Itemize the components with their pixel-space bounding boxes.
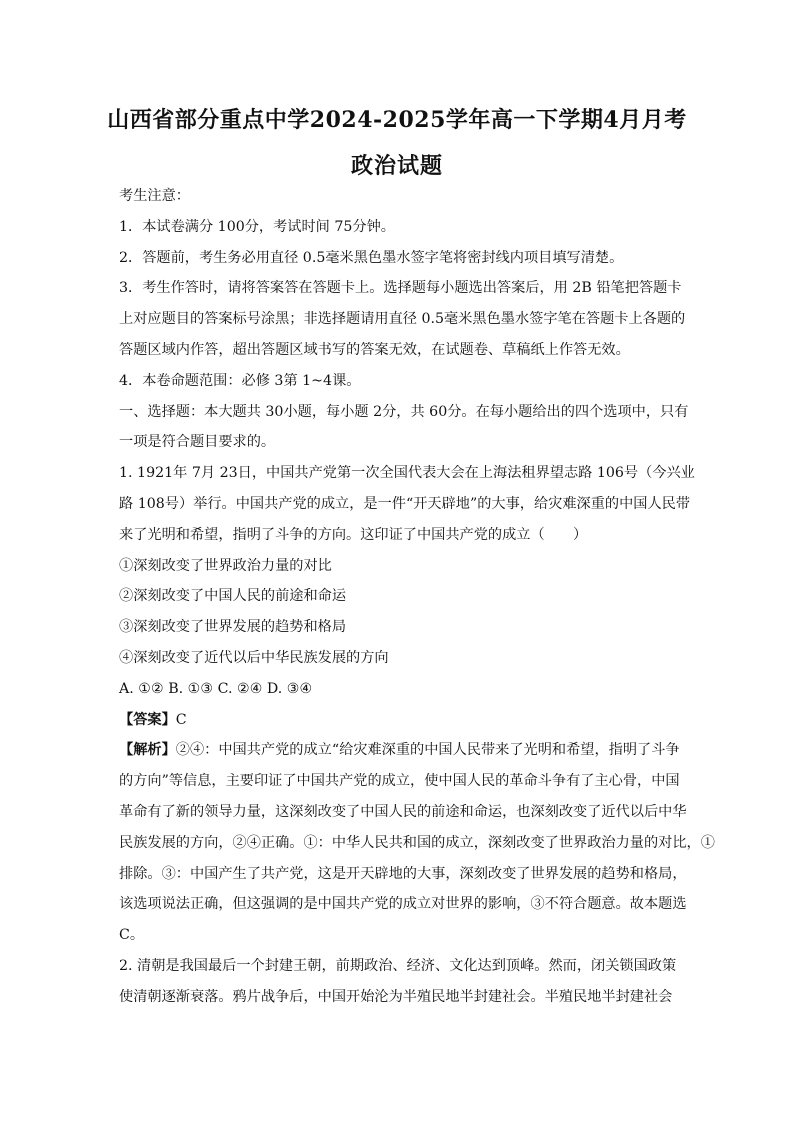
question-1-option-3: ③深刻改变了世界发展的趋势和格局 xyxy=(119,619,347,636)
section-heading-line-2: 一项是符合题目要求的。 xyxy=(119,434,276,451)
exam-subject-title: 政治试题 xyxy=(350,153,443,179)
note-4: 4．本卷命题范围：必修 3第 1~4课。 xyxy=(119,372,361,389)
note-2: 2．答题前，考生务必用直径 0.5毫米黑色墨水签字笔将密封线内项目填写清楚。 xyxy=(119,249,624,266)
question-1-analysis-line-6: 该选项说法正确，但这强调的是中国共产党的成立对世界的影响，③不符合题意。故本题选 xyxy=(119,896,687,913)
question-1-option-2: ②深刻改变了中国人民的前途和命运 xyxy=(119,588,347,605)
question-1-analysis-line-3: 革命有了新的领导力量，这深刻改变了中国人民的前途和命运，也深刻改变了近代以后中华 xyxy=(119,803,687,820)
answer-value: C xyxy=(175,711,187,728)
answer-label: 【答案】 xyxy=(119,711,176,728)
question-1-analysis-line-4: 民族发展的方向，②④正确。①：中华人民共和国的成立，深刻改变了世界政治力量的对比，① xyxy=(119,834,715,851)
note-1: 1．本试卷满分 100分，考试时间 75分钟。 xyxy=(119,218,395,235)
question-1-option-4: ④深刻改变了近代以后中华民族发展的方向 xyxy=(119,649,389,666)
analysis-label: 【解析】 xyxy=(119,742,176,759)
exam-title: 山西省部分重点中学2024-2025学年高一下学期4月月考 xyxy=(107,107,687,133)
question-1-stem-line-2: 路 108号）举行。中国共产党的成立，是一件“开天辟地”的大事，给灾难深重的中国人民带 xyxy=(119,495,691,512)
section-heading-line-1: 一、选择题：本大题共 30小题，每小题 2分，共 60分。在每小题给出的四个选项中，只有 xyxy=(119,403,689,420)
question-1-choices: A. ①② B. ①③ C. ②④ D. ③④ xyxy=(119,680,313,697)
analysis-text: ②④：中国共产党的成立“给灾难深重的中国人民带来了光明和希望，指明了斗争 xyxy=(175,742,680,759)
question-1-stem-line-1: 1. 1921年 7月 23日，中国共产党第一次全国代表大会在上海法租界望志路 106号（今兴业 xyxy=(119,465,695,482)
question-1-analysis-line-7: C。 xyxy=(119,927,145,944)
document-body xyxy=(119,181,715,1013)
question-1-analysis-line-5: 排除。③：中国产生了共产党，这是开天辟地的大事，深刻改变了世界发展的趋势和格局， xyxy=(119,865,687,882)
note-3-line-2: 上对应题目的答案标号涂黑；非选择题请用直径 0.5毫米黑色墨水签字笔在答题卡上各题的 xyxy=(119,311,686,328)
question-2-stem-line-2: 使清朝逐渐衰落。鸦片战争后，中国开始沦为半殖民地半封建社会。半殖民地半封建社会 xyxy=(119,988,673,1005)
question-1-stem-line-3: 来了光明和希望，指明了斗争的方向。这印证了中国共产党的成立（ ） xyxy=(119,526,588,543)
note-3-line-1: 3．考生作答时，请将答案答在答题卡上。选择题每小题选出答案后，用 2B 铅笔把答题卡 xyxy=(119,280,682,297)
question-1-option-1: ①深刻改变了世界政治力量的对比 xyxy=(119,557,332,574)
question-2-stem-line-1: 2. 清朝是我国最后一个封建王朝，前期政治、经济、文化达到顶峰。然而，闭关锁国政策 xyxy=(119,957,677,974)
question-1-analysis-line-2: 的方向”等信息，主要印证了中国共产党的成立，使中国人民的革命斗争有了主心骨，中国 xyxy=(119,773,680,790)
note-3-line-3: 答题区域内作答，超出答题区域书写的答案无效，在试题卷、草稿纸上作答无效。 xyxy=(119,341,630,358)
question-1-analysis-line-1 xyxy=(119,735,679,766)
question-1-answer xyxy=(119,705,679,736)
notes-heading: 考生注意： xyxy=(119,188,190,204)
